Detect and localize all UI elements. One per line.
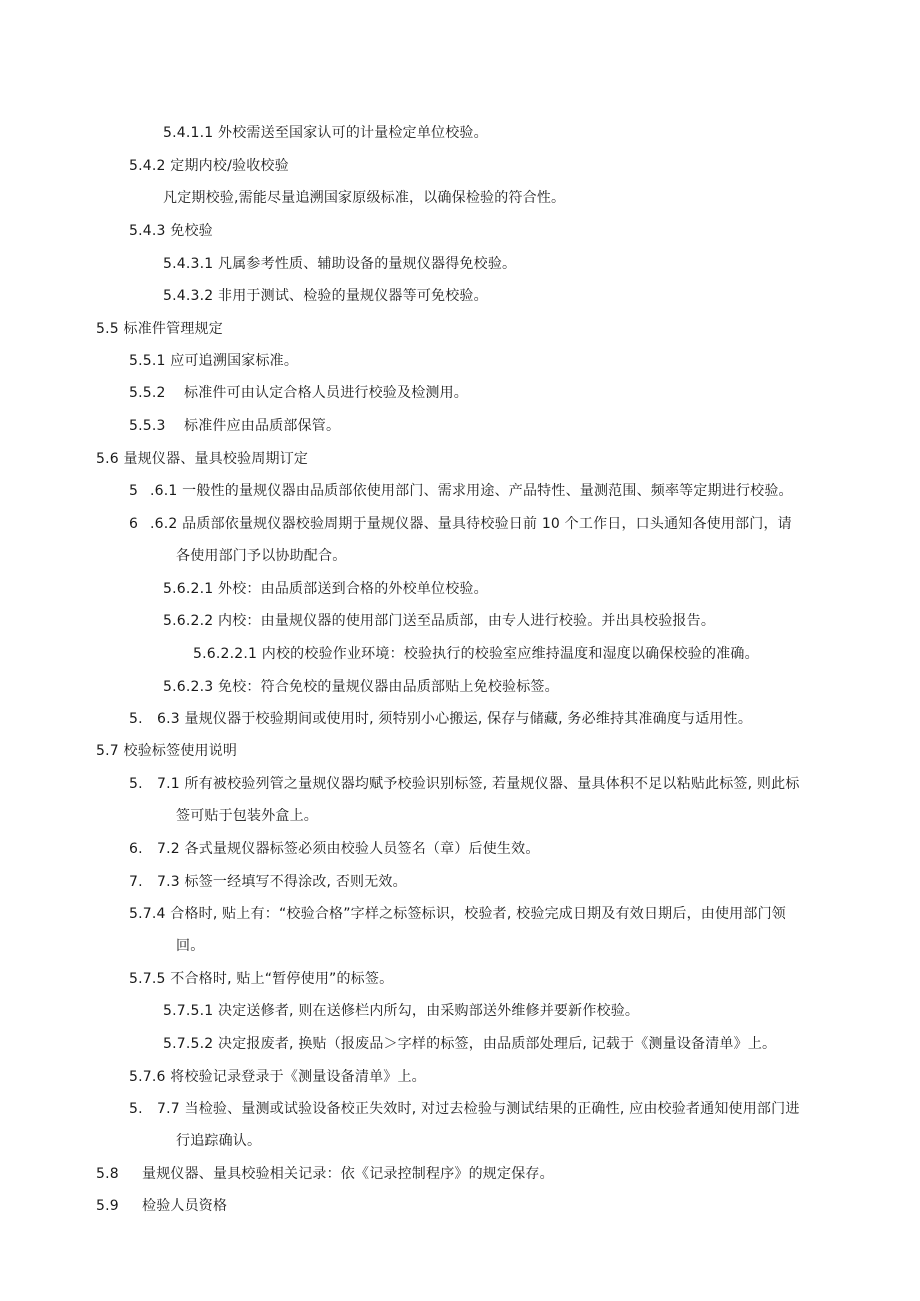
item-number: 5.9 xyxy=(96,1198,119,1214)
text-line: 标准件可由认定合格人员进行校验及检测用。 xyxy=(184,385,468,401)
text-line: 5.7.6 将校验记录登录于《测量设备清单》上。 xyxy=(129,1069,426,1085)
text-line: 行追踪确认。 xyxy=(176,1133,262,1149)
text-line: 量规仪器、量具校验相关记录：依《记录控制程序》的规定保存。 xyxy=(142,1166,554,1182)
text-line: 5.6.2.2.1 内校的校验作业环境：校验执行的校验室应维持温度和湿度以确保校验的准确。 xyxy=(193,646,759,662)
text-line: 签可贴于包装外盒上。 xyxy=(176,808,318,824)
item-number: 5.5.2 xyxy=(129,385,166,401)
item-number: 7. xyxy=(129,874,143,890)
text-line: 标准件应由品质部保管。 xyxy=(184,418,341,434)
text-line: 5.6.2.2 内校：由量规仪器的使用部门送至品质部，由专人进行校验。并出具校验报告。 xyxy=(163,613,716,629)
section-heading: 5.7 校验标签使用说明 xyxy=(96,743,238,759)
text-line: 检验人员资格 xyxy=(142,1198,228,1214)
item-number: 5.5.3 xyxy=(129,418,166,434)
text-line: 5.7.5.1 决定送修者, 则在送修栏内所勾，由采购部送外维修并要新作校验。 xyxy=(163,1003,640,1019)
item-number: 5 xyxy=(129,483,139,499)
section-heading: 5.6 量规仪器、量具校验周期订定 xyxy=(96,451,309,467)
text-line: .6.2 品质部依量规仪器校验周期于量规仪器、量具待校验日前 10 个工作日，口头通知各使用部门，请 xyxy=(150,516,792,532)
item-number: 5.8 xyxy=(96,1166,119,1182)
item-number: 5. xyxy=(129,711,143,727)
text-line: 5.4.2 定期内校/验收校验 xyxy=(129,158,289,174)
text-line: 5.6.2.1 外校：由品质部送到合格的外校单位校验。 xyxy=(163,581,488,597)
text-line: 5.7.4 合格时, 贴上有：“校验合格”字样之标签标识，校验者, 校验完成日期及有效日期后，由使用部门领 xyxy=(129,906,786,922)
section-heading: 5.5 标准件管理规定 xyxy=(96,321,223,337)
text-line: 凡定期校验,需能尽量追溯国家原级标准，以确保检验的符合性。 xyxy=(163,190,566,206)
text-line: 回。 xyxy=(176,938,205,954)
text-line: 7.1 所有被校验列管之量规仪器均赋予校验识别标签, 若量规仪器、量具体积不足以粘贴此标签, 则此标 xyxy=(157,776,800,792)
text-line: 5.5.1 应可追溯国家标准。 xyxy=(129,353,299,369)
text-line: 各使用部门予以协助配合。 xyxy=(176,548,347,564)
text-line: 7.7 当检验、量测或试验设备校正失效时, 对过去检验与测试结果的正确性, 应由校验者通知使用部门进 xyxy=(157,1101,800,1117)
text-line: 7.3 标签一经填写不得涂改, 否则无效。 xyxy=(157,874,407,890)
item-number: 6 xyxy=(129,516,139,532)
text-line: 5.7.5.2 决定报废者, 换贴（报废品＞字样的标签，由品质部处理后, 记载于《测量设备清单》上。 xyxy=(163,1036,777,1052)
text-line: 5.4.3 免校验 xyxy=(129,223,213,239)
text-line: 5.4.1.1 外校需送至国家认可的计量检定单位校验。 xyxy=(163,125,488,141)
text-line: 5.4.3.2 非用于测试、检验的量规仪器等可免校验。 xyxy=(163,288,488,304)
item-number: 5. xyxy=(129,1101,143,1117)
text-line: 5.7.5 不合格时, 贴上“暂停使用”的标签。 xyxy=(129,971,394,987)
text-line: 5.4.3.1 凡属参考性质、辅助设备的量规仪器得免校验。 xyxy=(163,256,517,272)
text-line: 5.6.2.3 免校：符合免校的量规仪器由品质部贴上免校验标签。 xyxy=(163,679,559,695)
text-line: .6.1 一般性的量规仪器由品质部依使用部门、需求用途、产品特性、量测范围、频率等定期进行校验。 xyxy=(150,483,793,499)
item-number: 6. xyxy=(129,841,143,857)
text-line: 6.3 量规仪器于校验期间或使用时, 须特别小心搬运, 保存与储藏, 务必维持其准确度与适用性。 xyxy=(157,711,753,727)
text-line: 7.2 各式量规仪器标签必须由校验人员签名（章）后使生效。 xyxy=(157,841,540,857)
item-number: 5. xyxy=(129,776,143,792)
